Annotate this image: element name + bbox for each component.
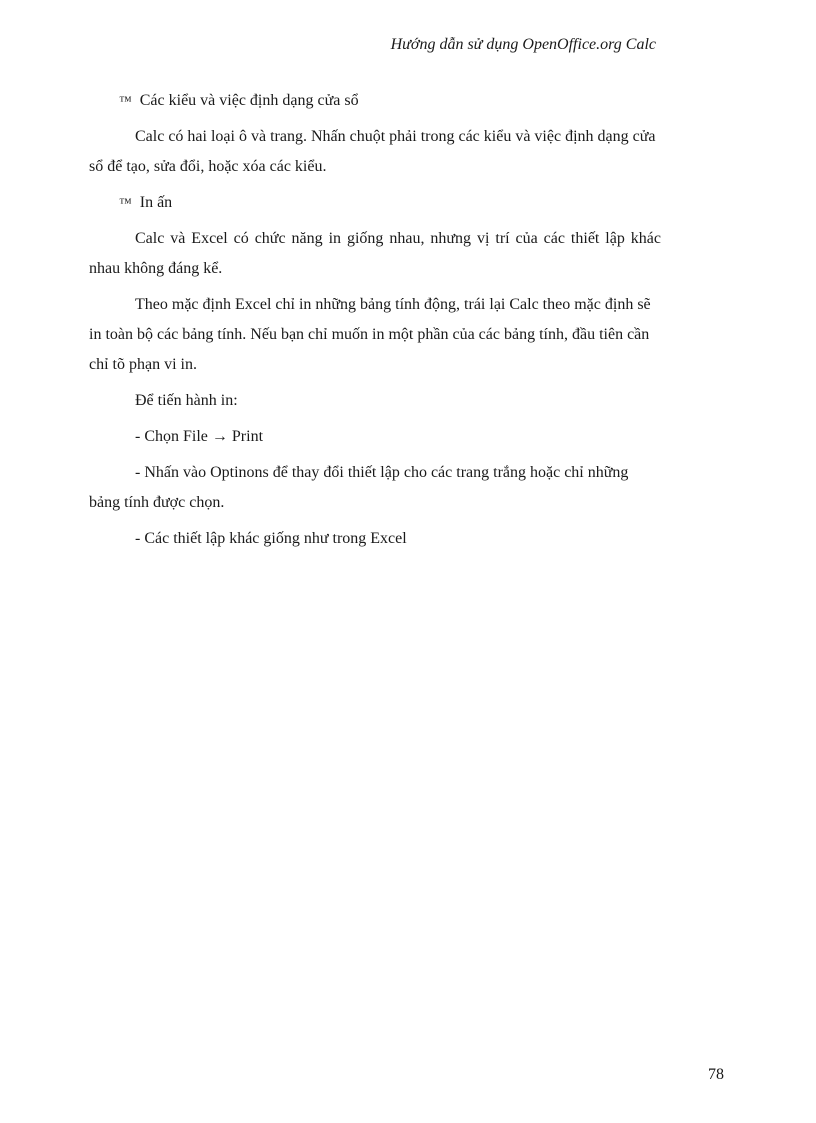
- step-other-settings: - Các thiết lập khác giống như trong Excel: [135, 530, 407, 547]
- running-header: Hướng dẫn sử dụng OpenOffice.org Calc: [390, 36, 656, 53]
- paragraph-print-intro: Để tiến hành in:: [135, 392, 238, 409]
- step-choose-file-print: - Chọn File → Print: [135, 428, 264, 445]
- section-heading-text: Các kiểu và việc định dạng cửa sổ: [139, 92, 359, 109]
- paragraph-styles: Calc có hai loại ô và trang. Nhấn chuột phải trong các kiểu và việc định dạng cửa sổ để tạo, sửa đổi, hoặc xóa các kiểu.: [89, 128, 656, 175]
- page-body: [89, 86, 661, 560]
- paragraph-print-defaults: Theo mặc định Excel chỉ in những bảng tính động, trái lại Calc theo mặc định sẽ in toàn bộ các bảng tính. Nếu bạn chỉ muốn in một phần của các bảng tính, đầu tiên cần chỉ tõ phạn vi in.: [89, 296, 651, 373]
- paragraph-print-comparison: Calc và Excel có chức năng in giống nhau, nhưng vị trí của các thiết lập khác nhau không đáng kể.: [89, 230, 661, 277]
- page-number: 78: [708, 1066, 724, 1083]
- step-options: - Nhấn vào Optinons để thay đổi thiết lập cho các trang trắng hoặc chỉ những bảng tính được chọn.: [89, 464, 629, 511]
- section-heading-styles: [119, 86, 661, 116]
- trademark-bullet-icon: ™: [119, 93, 132, 108]
- trademark-bullet-icon: ™: [119, 195, 132, 210]
- section-heading-printing: [119, 188, 661, 218]
- section-heading-text: In ấn: [139, 194, 173, 211]
